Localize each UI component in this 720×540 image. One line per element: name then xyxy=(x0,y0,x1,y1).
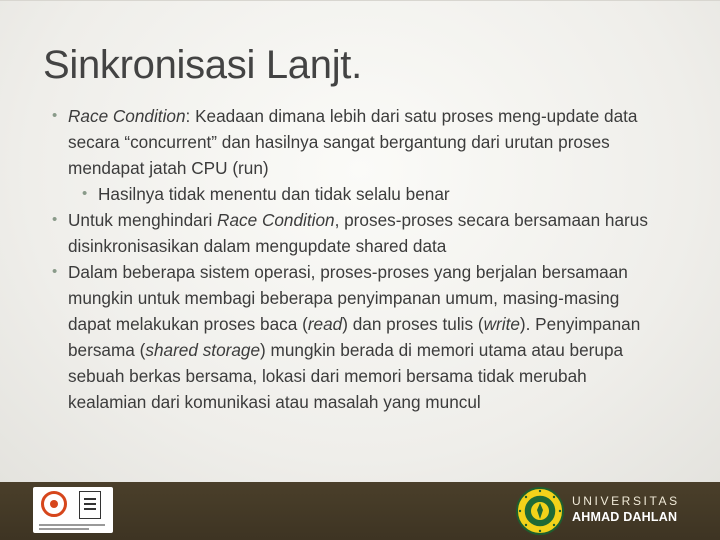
bullet-text-before: Untuk menghindari xyxy=(68,210,218,230)
iso-certification-logo xyxy=(33,487,113,533)
certificate-document-icon xyxy=(79,491,101,519)
university-name xyxy=(572,494,680,526)
certificate-caption-line xyxy=(39,528,89,530)
bullet-part-1: Dalam beberapa sistem operasi, proses-proses yang berjalan bersamaan mungkin untuk membagi beberapa penyimpanan umum, masing-masing dapat melakukan proses baca ( xyxy=(68,262,628,334)
bullet-race-condition xyxy=(52,103,662,181)
term-shared-storage: shared storage xyxy=(145,340,261,360)
bullet-part-2: ) dan proses tulis ( xyxy=(342,314,484,334)
university-line-2: AHMAD DAHLAN xyxy=(572,510,678,524)
certificate-caption-line xyxy=(39,524,105,526)
uad-emblem-icon xyxy=(515,486,565,536)
sub-bullet-text: Hasilnya tidak menentu dan tidak selalu benar xyxy=(98,184,450,204)
bullet-part-3: ). Penyimpanan bersama ( xyxy=(68,314,641,360)
certification-seal-icon xyxy=(41,491,67,517)
slide-title: Sinkronisasi Lanjt. xyxy=(43,43,362,87)
term-race-condition-2: Race Condition xyxy=(217,210,335,230)
term-read: read xyxy=(307,314,343,334)
university-line-1: UNIVERSITAS xyxy=(572,494,680,508)
bullet-text: : Keadaan dimana lebih dari satu proses meng-update data secara “concurrent” dan hasilnya sangat bergantung dari urutan proses mendapat jatah CPU (run) xyxy=(68,106,638,178)
bullet-text-after: , proses-proses secara bersamaan harus disinkronisasikan dalam mengupdate shared data xyxy=(68,210,648,256)
sub-bullet-result xyxy=(52,181,662,207)
bullet-part-4: ) mungkin berada di memori utama atau berupa sebuah berkas bersama, lokasi dari memori bersama tidak merubah kealamian dari komunikasi atau masalah yang muncul xyxy=(68,340,624,412)
term-race-condition: Race Condition xyxy=(68,106,186,126)
bullet-shared-storage xyxy=(52,259,662,415)
bullet-avoid-race xyxy=(52,207,662,259)
term-write: write xyxy=(483,314,520,334)
bullet-list xyxy=(52,103,662,415)
